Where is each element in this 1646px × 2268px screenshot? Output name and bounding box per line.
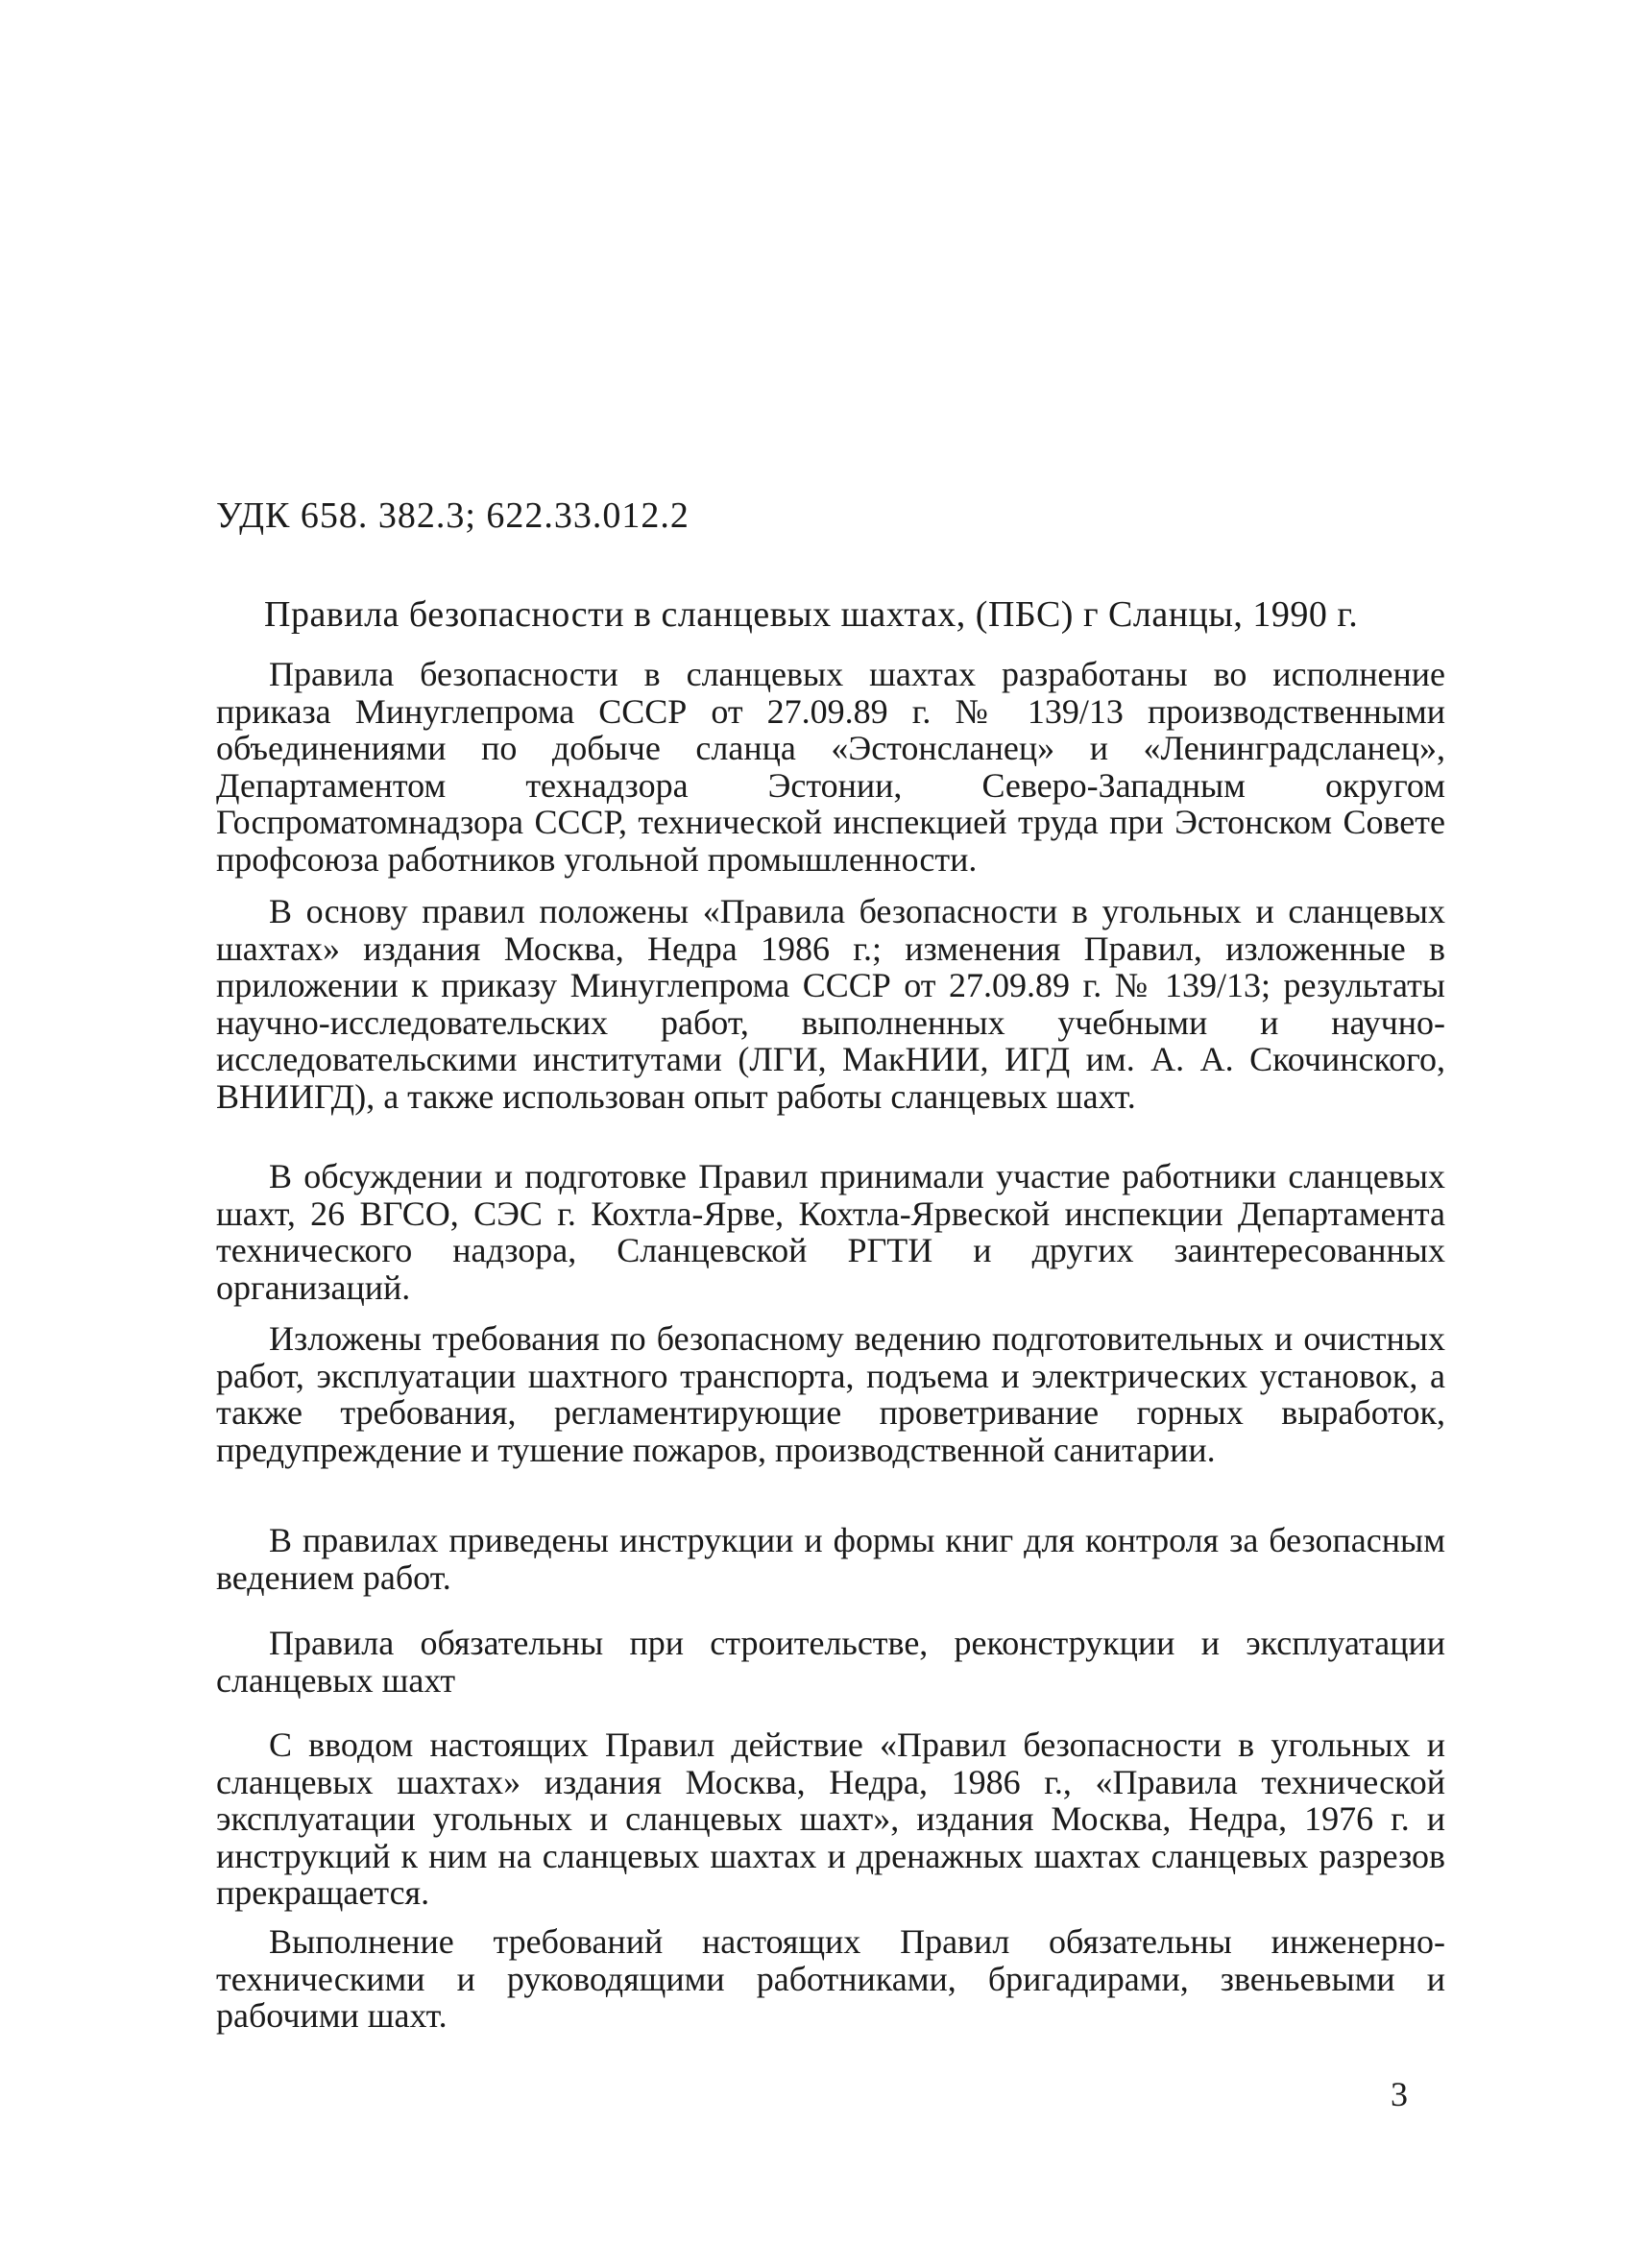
bibliographic-line: Правила безопасности в сланцевых шахтах, (ПБС) г Сланцы, 1990 г. <box>264 594 1359 635</box>
paragraph-4: Изложены требования по безопасному ведению подготовительных и очистных работ, эксплуатации шахтного транспорта, подъема и электрических установок, а также требования, регламентирующие проветривание горных выработок, предупреждение и тушение пожаров, производственной санитарии. <box>216 1319 1445 1469</box>
paragraph-2: В основу правил положены «Правила безопасности в угольных и сланцевых шахтах» издания Москва, Недра 1986 г.; изменения Правил, изложенные в приложении к приказу Минуглепрома СССР от 27.09.89 г. № 139/13; результаты научно-исследовательских работ, выполненных учебными и научно-исследовательскими институтами (ЛГИ, МакНИИ, ИГД им. А. А. Скочинского, ВНИИГД), а также использован опыт работы сланцевых шахт. <box>216 892 1445 1116</box>
page-number: 3 <box>1391 2075 1408 2113</box>
udk-code: УДК 658. 382.3; 622.33.012.2 <box>216 495 690 536</box>
paragraph-5: В правилах приведены инструкции и формы книг для контроля за безопасным ведением работ. <box>216 1521 1445 1597</box>
paragraph-3: В обсуждении и подготовке Правил принимали участие работники сланцевых шахт, 26 ВГСО, СЭС г. Кохтла-Ярве, Кохтла-Ярвеской инспекции Департамента технического надзора, Сланцевской РГТИ и других заинтересованных организаций. <box>216 1157 1445 1307</box>
paragraph-7: С вводом настоящих Правил действие «Правил безопасности в угольных и сланцевых шахтах» издания Москва, Недра, 1986 г., «Правила технической эксплуатации угольных и сланцевых шахт», издания Москва, Недра, 1976 г. и инструкций к ним на сланцевых шахтах и дренажных шахтах сланцевых разрезов прекращается. <box>216 1725 1445 1912</box>
paragraph-6: Правила обязательны при строительстве, реконструкции и эксплуатации сланцевых шахт <box>216 1624 1445 1700</box>
paragraph-8: Выполнение требований настоящих Правил обязательны инженерно-техническими и руководящими работниками, бригадирами, звеньевыми и рабочими шахт. <box>216 1922 1445 2035</box>
paragraph-1: Правила безопасности в сланцевых шахтах разработаны во исполнение приказа Минуглепрома СССР от 27.09.89 г. № 139/13 производственными объединениями по добыче сланца «Эстонсланец» и «Ленинградсланец», Департаментом технадзора Эстонии, Северо-Западным округом Госпроматомнадзора СССР, технической инспекцией труда при Эстонском Совете профсоюза работников угольной промышленности. <box>216 655 1445 879</box>
